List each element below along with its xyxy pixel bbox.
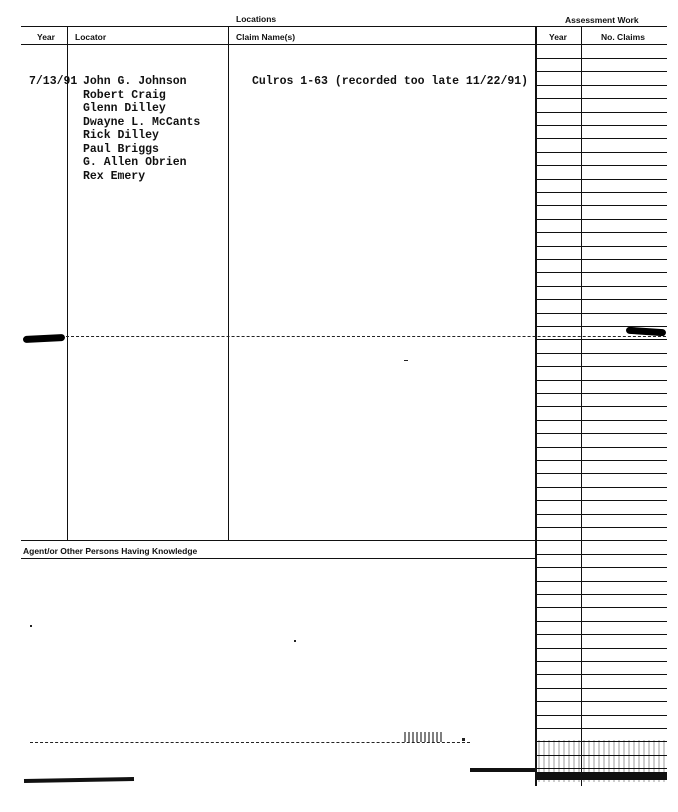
ledger-rule [536, 554, 667, 555]
ledger-rule [536, 527, 667, 528]
locator-name: John G. Johnson [83, 75, 187, 88]
ledger-rule [536, 313, 667, 314]
locator-name: Dwayne L. McCants [83, 115, 201, 129]
scan-speck [404, 360, 408, 361]
ledger-rule [536, 125, 667, 126]
ledger-rule [536, 152, 667, 153]
ledger-rule [536, 661, 667, 662]
ledger-rule [536, 433, 667, 434]
faded-bottom-rule [30, 742, 470, 743]
scan-speck [294, 640, 296, 642]
ledger-rule [536, 85, 667, 86]
ledger-rule [536, 634, 667, 635]
ledger-rule [536, 406, 667, 407]
ledger-rule [536, 674, 667, 675]
ledger-rule [536, 339, 667, 340]
ledger-rule [536, 688, 667, 689]
locator-name: Glenn Dilley [83, 102, 166, 115]
ledger-rule [536, 326, 667, 327]
ledger-rule [536, 98, 667, 99]
ledger-rule [536, 393, 667, 394]
locator-list [83, 75, 200, 183]
ledger-rule [536, 165, 667, 166]
ledger-rule [536, 621, 667, 622]
ledger-rule [536, 581, 667, 582]
header-bottom-rule [21, 44, 667, 45]
ledger-rule [536, 272, 667, 273]
bottom-smudge-right [470, 768, 536, 772]
ledger-rule [536, 607, 667, 608]
assessment-work-title: Assessment Work [565, 15, 639, 25]
ledger-rule [536, 58, 667, 59]
ledger-rule [536, 567, 667, 568]
column-header-no-claims: No. Claims [601, 32, 645, 42]
locator-name: Robert Craig [83, 88, 166, 102]
ledger-rule [536, 514, 667, 515]
section-divider [66, 336, 666, 337]
ledger-rule [536, 473, 667, 474]
ledger-rule [536, 179, 667, 180]
locations-title: Locations [236, 14, 277, 24]
scan-speck [462, 738, 465, 741]
ledger-rule [536, 487, 667, 488]
bottom-smudge-left [24, 777, 134, 783]
ledger-rule [536, 353, 667, 354]
agent-bottom-rule [21, 558, 535, 559]
ledger-rule [536, 138, 667, 139]
column-header-claim-names: Claim Name(s) [236, 32, 296, 42]
scan-speck [404, 732, 444, 742]
ledger-rule [536, 299, 667, 300]
ledger-rule [536, 286, 667, 287]
ledger-rule [536, 701, 667, 702]
ledger-rule [536, 715, 667, 716]
ledger-rule [536, 460, 667, 461]
ledger-rule [536, 648, 667, 649]
top-rule [21, 26, 667, 27]
ledger-rule [536, 728, 667, 729]
agent-top-rule [21, 540, 535, 541]
scan-speck [30, 625, 32, 627]
locator-name: G. Allen Obrien [83, 156, 187, 169]
year-locator-divider [67, 26, 68, 540]
ledger-rule [536, 500, 667, 501]
column-header-assessment-year: Year [549, 32, 567, 42]
ledger-rule [536, 112, 667, 113]
locator-name: Paul Briggs [83, 142, 159, 156]
ledger-rule [536, 447, 667, 448]
column-header-locator: Locator [75, 32, 107, 42]
ledger-bottom-bar [536, 772, 667, 780]
ledger-rule [536, 594, 667, 595]
ledger-rule [536, 246, 667, 247]
locator-name: Rick Dilley [83, 129, 159, 142]
ledger-rule [536, 205, 667, 206]
ledger-rule [536, 71, 667, 72]
agent-label: Agent/or Other Persons Having Knowledge [23, 546, 198, 556]
column-header-year: Year [37, 32, 55, 42]
ledger-rule [536, 380, 667, 381]
claim-names-entry: Culros 1-63 (recorded too late 11/22/91) [252, 75, 529, 88]
ledger-rule [536, 259, 667, 260]
ledger-rule [536, 232, 667, 233]
right-marker-stroke [626, 327, 666, 337]
ledger-rule [536, 366, 667, 367]
ledger-rule [536, 192, 667, 193]
ledger-rule [536, 219, 667, 220]
ledger-rule [536, 540, 667, 541]
ledger-rule [536, 420, 667, 421]
left-marker-stroke [23, 334, 65, 343]
locator-claims-divider [228, 26, 229, 540]
locator-name: Rex Emery [83, 169, 146, 183]
entry-year: 7/13/91 [29, 75, 78, 88]
